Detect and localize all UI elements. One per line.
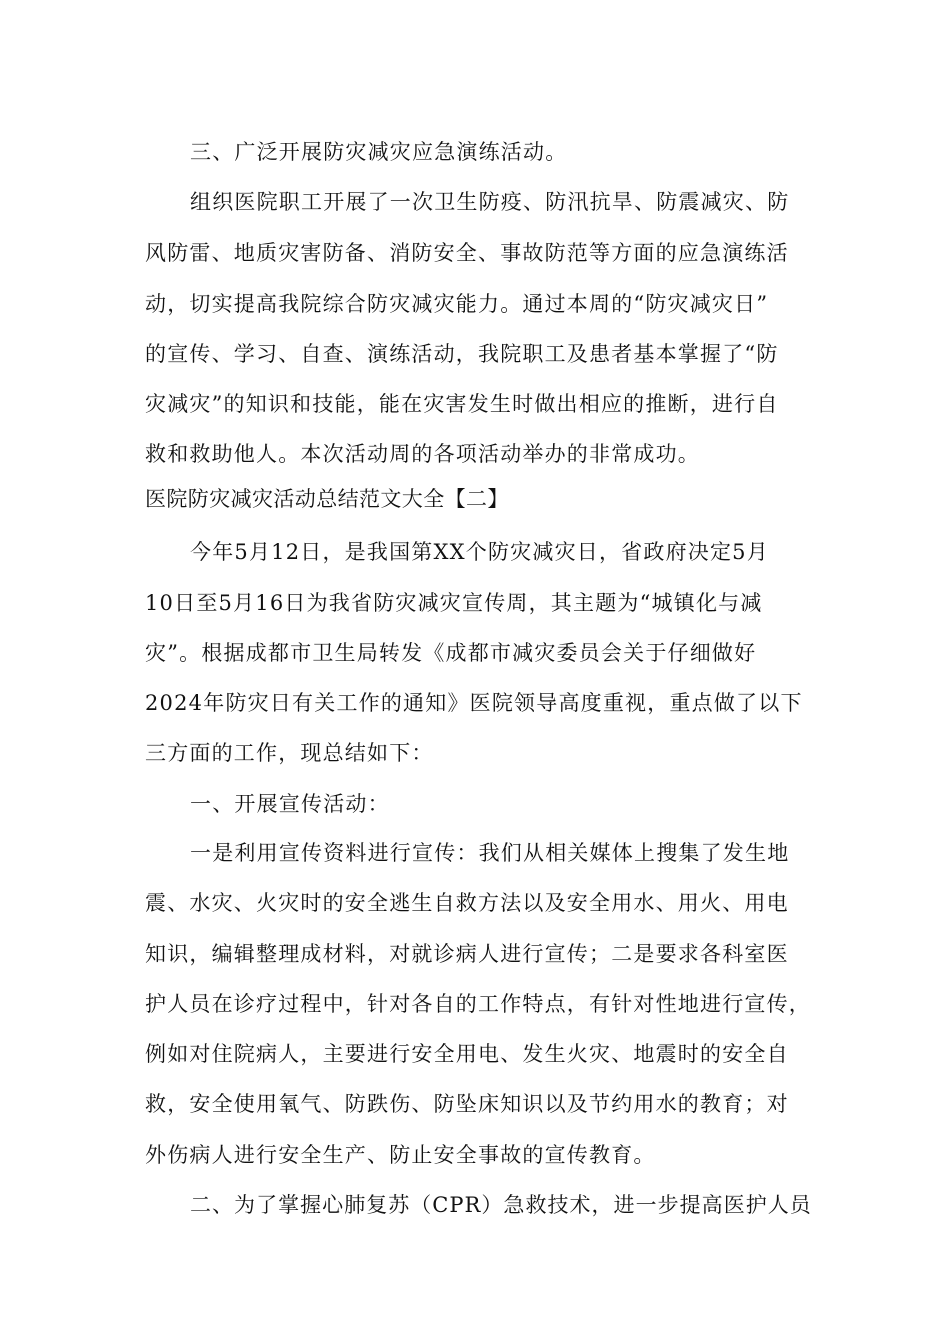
paragraph-line: 例如对住院病人，主要进行安全用电、发生火灾、地震时的安全自 — [145, 1042, 789, 1066]
section-heading-1: 一、开展宣传活动： — [190, 792, 390, 816]
section-heading-2: 二、为了掌握心肺复苏（CPR）急救技术，进一步提高医护人员 — [190, 1193, 812, 1217]
paragraph-line: 救和救助他人。本次活动周的各项活动举办的非常成功。 — [145, 442, 700, 466]
paragraph-line: 动，切实提高我院综合防灾减灾能力。通过本周的“防灾减灾日” — [145, 292, 769, 316]
paragraph-line: 组织医院职工开展了一次卫生防疫、防汛抗旱、防震减灾、防 — [190, 190, 790, 214]
paragraph-line: 10日至5月16日为我省防灾减灾宣传周，其主题为“城镇化与减 — [145, 591, 763, 615]
paragraph-line: 2024年防灾日有关工作的通知》医院领导高度重视，重点做了以下 — [145, 691, 803, 715]
paragraph-line: 护人员在诊疗过程中，针对各自的工作特点，有针对性地进行宣传， — [145, 992, 811, 1016]
paragraph-line: 一是利用宣传资料进行宣传：我们从相关媒体上搜集了发生地 — [190, 841, 790, 865]
article-title: 医院防灾减灾活动总结范文大全【二】 — [145, 487, 509, 511]
paragraph-line: 灾”。根据成都市卫生局转发《成都市减灾委员会关于仔细做好 — [145, 641, 757, 665]
paragraph-line: 震、水灾、火灾时的安全逃生自救方法以及安全用水、用火、用电 — [145, 891, 789, 915]
paragraph-line: 救，安全使用氧气、防跌伤、防坠床知识以及节约用水的教育；对 — [145, 1092, 789, 1116]
section-heading-3: 三、广泛开展防灾减灾应急演练活动。 — [190, 140, 568, 164]
paragraph-line: 风防雷、地质灾害防备、消防安全、事故防范等方面的应急演练活 — [145, 241, 789, 265]
paragraph-line: 的宣传、学习、自查、演练活动，我院职工及患者基本掌握了“防 — [145, 342, 779, 366]
paragraph-line: 外伤病人进行安全生产、防止安全事故的宣传教育。 — [145, 1143, 656, 1167]
paragraph-line: 知识，编辑整理成材料，对就诊病人进行宣传；二是要求各科室医 — [145, 942, 789, 966]
paragraph-line: 三方面的工作，现总结如下： — [145, 741, 434, 765]
paragraph-line: 今年5月12日，是我国第XX个防灾减灾日，省政府决定5月 — [190, 540, 769, 564]
paragraph-line: 灾减灾”的知识和技能，能在灾害发生时做出相应的推断，进行自 — [145, 392, 779, 416]
